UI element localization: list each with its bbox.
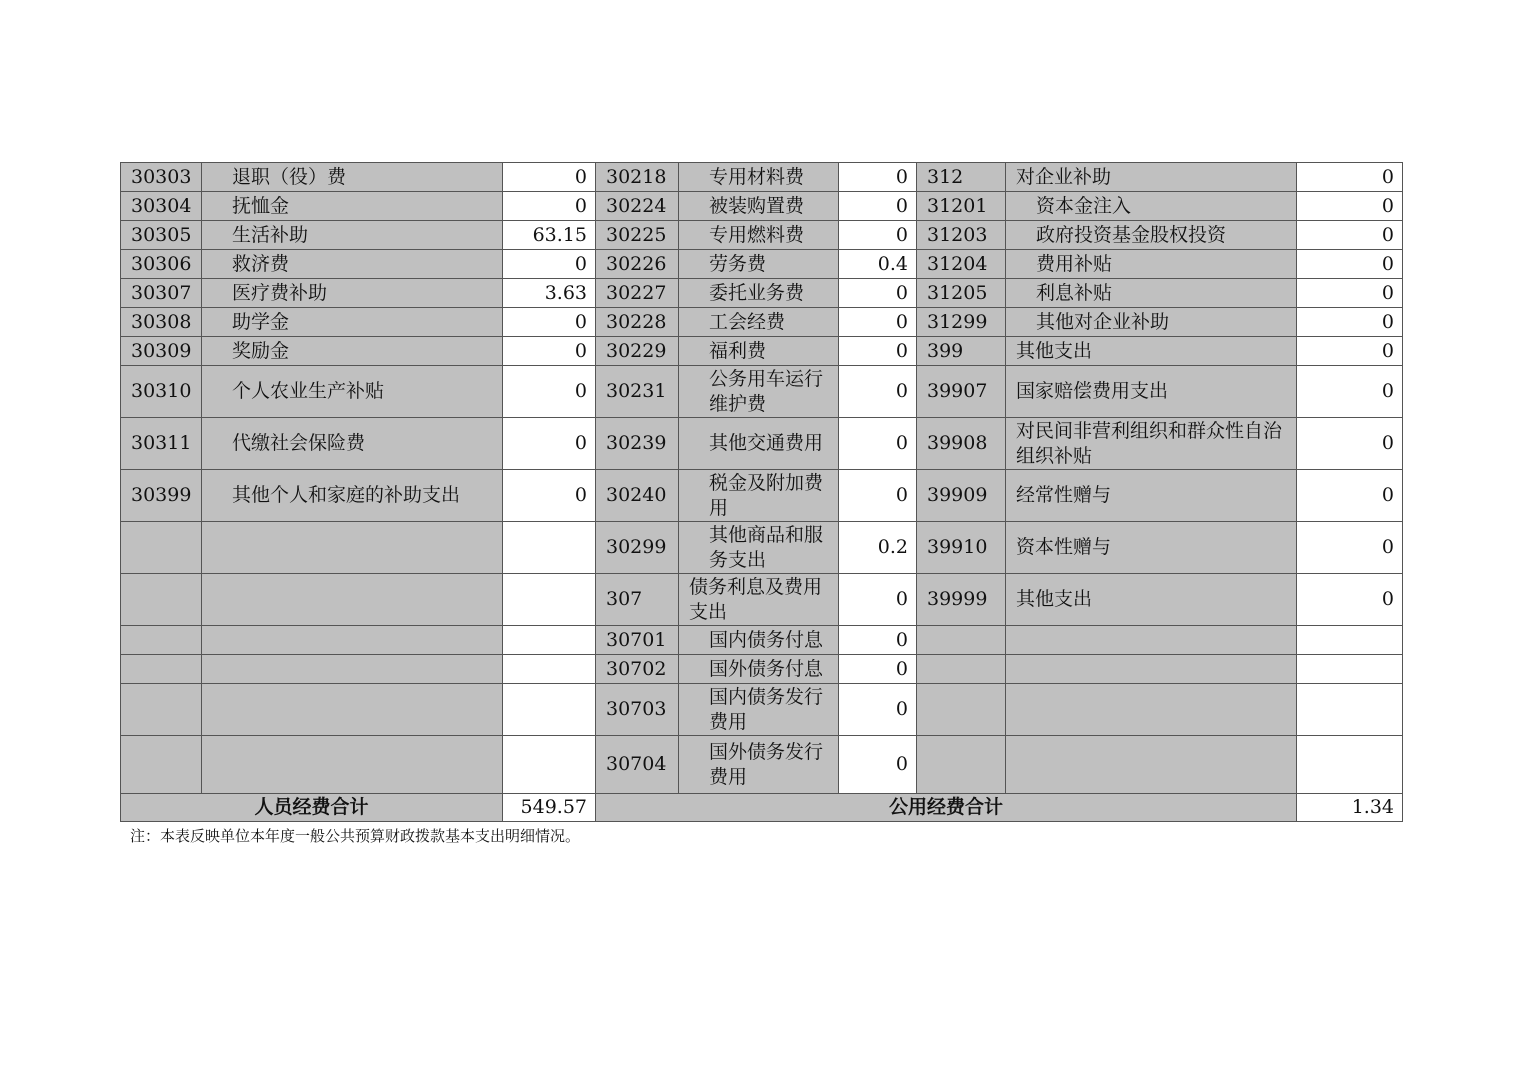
other-item-name: 费用补贴: [1006, 250, 1297, 279]
public-item-code: 30229: [596, 337, 679, 366]
personnel-total-value: 549.57: [503, 794, 596, 822]
public-item-code: 307: [596, 574, 679, 626]
table-row: [121, 337, 1403, 366]
public-item-code: 30239: [596, 418, 679, 470]
public-item-code: 30227: [596, 279, 679, 308]
personnel-item-name: [202, 626, 503, 655]
personnel-item-code: 30307: [121, 279, 202, 308]
public-item-code: 30703: [596, 684, 679, 736]
public-item-code: 30704: [596, 736, 679, 794]
public-item-code: 30228: [596, 308, 679, 337]
personnel-item-name: 抚恤金: [202, 192, 503, 221]
other-item-code: [917, 655, 1006, 684]
personnel-item-name: 代缴社会保险费: [202, 418, 503, 470]
budget-detail-table: [120, 162, 1403, 822]
other-item-amount: 0: [1297, 163, 1403, 192]
public-item-amount: 0: [839, 308, 917, 337]
other-item-name: 经常性赠与: [1006, 470, 1297, 522]
public-item-code: 30240: [596, 470, 679, 522]
personnel-item-name: 生活补助: [202, 221, 503, 250]
other-item-code: 39910: [917, 522, 1006, 574]
personnel-item-amount: [503, 522, 596, 574]
personnel-item-name: 医疗费补助: [202, 279, 503, 308]
other-item-name: [1006, 684, 1297, 736]
other-item-code: 39908: [917, 418, 1006, 470]
public-item-code: 30702: [596, 655, 679, 684]
other-item-amount: 0: [1297, 366, 1403, 418]
personnel-item-code: 30303: [121, 163, 202, 192]
other-item-name: 其他支出: [1006, 337, 1297, 366]
public-item-amount: 0: [839, 366, 917, 418]
other-item-amount: 0: [1297, 418, 1403, 470]
personnel-item-name: 奖励金: [202, 337, 503, 366]
public-item-name: 国外债务发行费用: [679, 736, 839, 794]
other-item-name: [1006, 736, 1297, 794]
personnel-item-amount: 0: [503, 366, 596, 418]
public-item-amount: 0: [839, 221, 917, 250]
other-item-amount: [1297, 684, 1403, 736]
other-item-name: 政府投资基金股权投资: [1006, 221, 1297, 250]
public-item-code: 30218: [596, 163, 679, 192]
other-item-amount: 0: [1297, 192, 1403, 221]
other-item-name: 资本性赠与: [1006, 522, 1297, 574]
public-item-name: 国外债务付息: [679, 655, 839, 684]
table-row: [121, 684, 1403, 736]
other-item-code: 39999: [917, 574, 1006, 626]
totals-row: [121, 794, 1403, 822]
public-item-amount: 0: [839, 574, 917, 626]
personnel-item-code: [121, 522, 202, 574]
personnel-item-code: 30311: [121, 418, 202, 470]
public-item-name: 税金及附加费用: [679, 470, 839, 522]
table-note: 注：本表反映单位本年度一般公共预算财政拨款基本支出明细情况。: [130, 827, 581, 845]
public-item-amount: 0: [839, 626, 917, 655]
other-item-code: 31201: [917, 192, 1006, 221]
table-row: [121, 470, 1403, 522]
public-item-name: 其他商品和服务支出: [679, 522, 839, 574]
other-item-name: [1006, 655, 1297, 684]
public-item-amount: 0: [839, 279, 917, 308]
personnel-item-amount: 0: [503, 470, 596, 522]
personnel-item-code: 30309: [121, 337, 202, 366]
other-item-amount: [1297, 655, 1403, 684]
public-item-amount: 0: [839, 337, 917, 366]
personnel-item-name: 退职（役）费: [202, 163, 503, 192]
public-item-amount: 0: [839, 470, 917, 522]
personnel-item-name: [202, 736, 503, 794]
table-row: [121, 163, 1403, 192]
personnel-item-amount: [503, 655, 596, 684]
personnel-item-amount: [503, 574, 596, 626]
personnel-item-name: [202, 684, 503, 736]
other-item-code: 31203: [917, 221, 1006, 250]
public-item-name: 福利费: [679, 337, 839, 366]
personnel-item-name: [202, 574, 503, 626]
other-item-name: [1006, 626, 1297, 655]
table-row: [121, 736, 1403, 794]
table-row: [121, 418, 1403, 470]
personnel-item-amount: 3.63: [503, 279, 596, 308]
other-item-code: 312: [917, 163, 1006, 192]
public-item-name: 公务用车运行维护费: [679, 366, 839, 418]
personnel-item-amount: 0: [503, 308, 596, 337]
personnel-item-name: 助学金: [202, 308, 503, 337]
personnel-item-code: 30304: [121, 192, 202, 221]
other-item-name: 资本金注入: [1006, 192, 1297, 221]
other-item-name: 对企业补助: [1006, 163, 1297, 192]
other-item-code: [917, 736, 1006, 794]
other-item-name: 其他支出: [1006, 574, 1297, 626]
public-item-code: 30226: [596, 250, 679, 279]
public-item-name: 专用燃料费: [679, 221, 839, 250]
other-item-code: 39907: [917, 366, 1006, 418]
personnel-item-code: [121, 626, 202, 655]
other-item-amount: 0: [1297, 470, 1403, 522]
public-item-name: 债务利息及费用支出: [679, 574, 839, 626]
personnel-item-code: [121, 684, 202, 736]
public-item-name: 其他交通费用: [679, 418, 839, 470]
table-row: [121, 626, 1403, 655]
other-item-name: 其他对企业补助: [1006, 308, 1297, 337]
personnel-item-name: [202, 522, 503, 574]
public-item-name: 国内债务付息: [679, 626, 839, 655]
other-item-code: 31205: [917, 279, 1006, 308]
personnel-item-code: 30308: [121, 308, 202, 337]
other-item-amount: 0: [1297, 337, 1403, 366]
table-row: [121, 279, 1403, 308]
personnel-item-amount: [503, 736, 596, 794]
personnel-item-amount: 0: [503, 192, 596, 221]
other-item-amount: [1297, 626, 1403, 655]
other-item-name: 利息补贴: [1006, 279, 1297, 308]
other-item-code: 31299: [917, 308, 1006, 337]
personnel-item-name: [202, 655, 503, 684]
personnel-item-code: [121, 574, 202, 626]
personnel-item-amount: 0: [503, 337, 596, 366]
public-item-amount: 0: [839, 418, 917, 470]
public-item-code: 30225: [596, 221, 679, 250]
personnel-item-amount: 63.15: [503, 221, 596, 250]
other-item-code: [917, 626, 1006, 655]
table-row: [121, 655, 1403, 684]
table-row: [121, 522, 1403, 574]
table-row: [121, 192, 1403, 221]
public-item-amount: 0: [839, 655, 917, 684]
public-item-name: 劳务费: [679, 250, 839, 279]
table-row: [121, 250, 1403, 279]
personnel-item-code: 30399: [121, 470, 202, 522]
public-item-name: 被装购置费: [679, 192, 839, 221]
personnel-total-label: 人员经费合计: [121, 794, 503, 822]
other-item-amount: [1297, 736, 1403, 794]
other-item-amount: 0: [1297, 221, 1403, 250]
personnel-item-code: [121, 736, 202, 794]
personnel-item-name: 其他个人和家庭的补助支出: [202, 470, 503, 522]
public-total-value: 1.34: [1297, 794, 1403, 822]
public-item-amount: 0.4: [839, 250, 917, 279]
personnel-item-amount: [503, 626, 596, 655]
personnel-item-amount: 0: [503, 418, 596, 470]
table-row: [121, 366, 1403, 418]
other-item-amount: 0: [1297, 574, 1403, 626]
other-item-code: [917, 684, 1006, 736]
public-item-code: 30299: [596, 522, 679, 574]
other-item-code: 399: [917, 337, 1006, 366]
personnel-item-code: 30305: [121, 221, 202, 250]
other-item-amount: 0: [1297, 308, 1403, 337]
public-item-name: 国内债务发行费用: [679, 684, 839, 736]
public-item-amount: 0: [839, 684, 917, 736]
other-item-code: 31204: [917, 250, 1006, 279]
personnel-item-code: 30310: [121, 366, 202, 418]
table-row: [121, 574, 1403, 626]
public-item-amount: 0: [839, 163, 917, 192]
other-item-amount: 0: [1297, 250, 1403, 279]
public-total-label: 公用经费合计: [596, 794, 1297, 822]
public-item-name: 委托业务费: [679, 279, 839, 308]
other-item-amount: 0: [1297, 279, 1403, 308]
personnel-item-amount: 0: [503, 163, 596, 192]
public-item-code: 30701: [596, 626, 679, 655]
public-item-amount: 0: [839, 192, 917, 221]
personnel-item-amount: [503, 684, 596, 736]
personnel-item-amount: 0: [503, 250, 596, 279]
public-item-name: 专用材料费: [679, 163, 839, 192]
public-item-amount: 0.2: [839, 522, 917, 574]
public-item-code: 30224: [596, 192, 679, 221]
personnel-item-name: 救济费: [202, 250, 503, 279]
public-item-name: 工会经费: [679, 308, 839, 337]
public-item-code: 30231: [596, 366, 679, 418]
personnel-item-code: [121, 655, 202, 684]
other-item-name: 国家赔偿费用支出: [1006, 366, 1297, 418]
other-item-name: 对民间非营利组织和群众性自治组织补贴: [1006, 418, 1297, 470]
table-row: [121, 221, 1403, 250]
table-row: [121, 308, 1403, 337]
public-item-amount: 0: [839, 736, 917, 794]
personnel-item-code: 30306: [121, 250, 202, 279]
other-item-code: 39909: [917, 470, 1006, 522]
other-item-amount: 0: [1297, 522, 1403, 574]
personnel-item-name: 个人农业生产补贴: [202, 366, 503, 418]
